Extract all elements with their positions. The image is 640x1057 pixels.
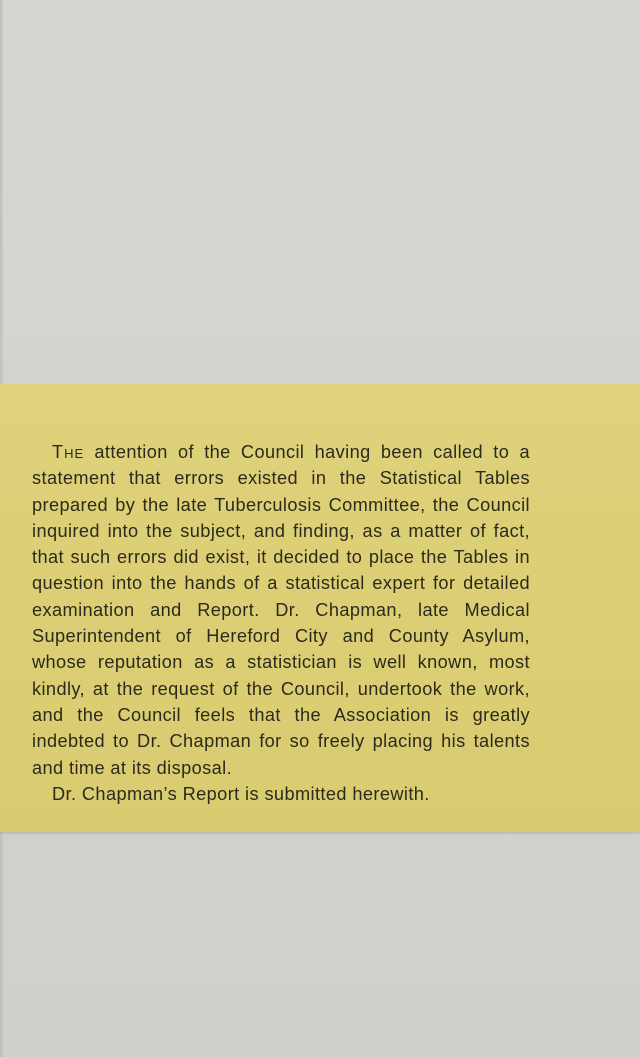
slip-text-block (32, 439, 530, 807)
pasted-slip (0, 384, 640, 832)
paragraph-1 (32, 439, 530, 781)
paragraph-1-body: attention of the Council having been called to a statement that errors existed in the Statistical Tables prepared by the late Tuberculosis Committee, the Council inquired into the subject, and finding, as a matter of fact, that such errors did exist, it decided to place the Tables in question into the hands of a statistical expert for detailed examination and Report. Dr. Chapman, late Medical Superintendent of Hereford City and County Asylum, whose reputation as a statistician is well known, most kindly, at the request of the Council, undertook the work, and the Council feels that the Association is greatly indebted to Dr. Chapman for so freely placing his talents and time at its disposal. (32, 442, 530, 778)
paragraph-2: Dr. Chapman’s Report is submitted herewith. (52, 783, 430, 804)
paragraph-1-lead-word: The (52, 442, 85, 462)
